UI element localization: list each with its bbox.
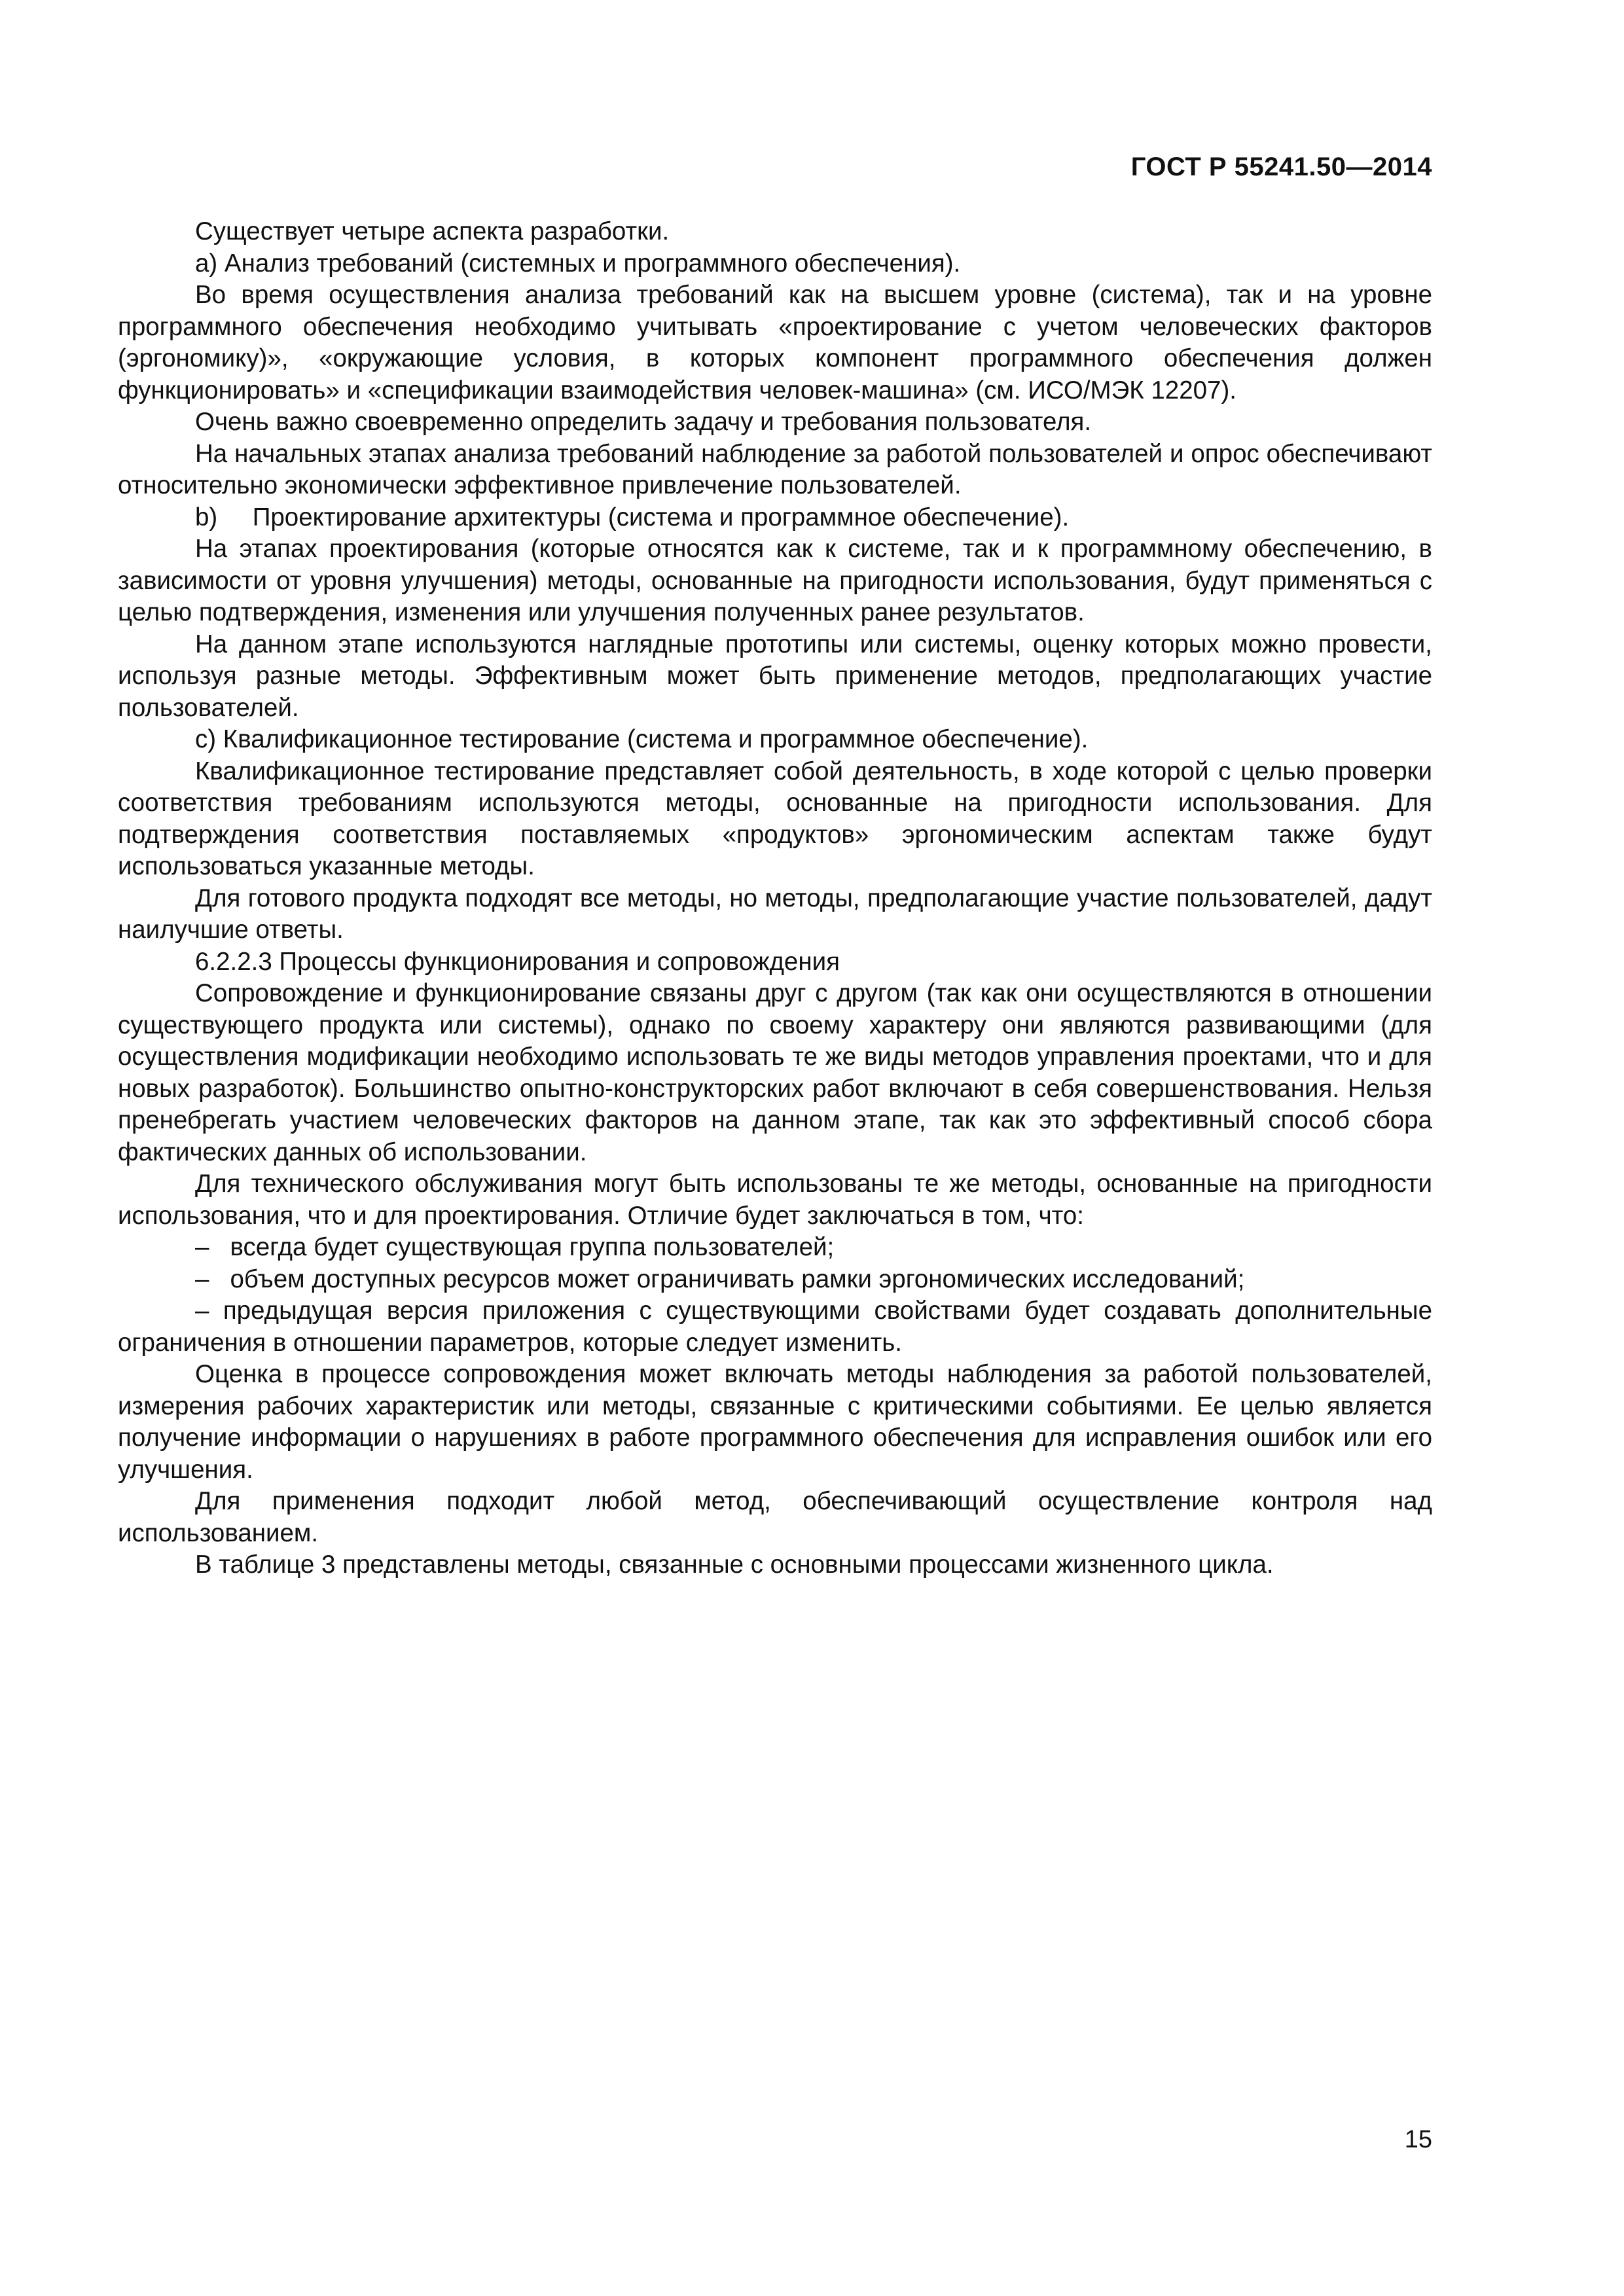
document-body bbox=[118, 216, 1432, 1581]
page-number: 15 bbox=[1404, 2126, 1432, 2153]
paragraph: Очень важно своевременно определить задачу и требования пользователя. bbox=[195, 408, 1092, 436]
paragraph: Для готового продукта подходят все методы, но методы, предполагающие участие пользователей, дадут наилучшие ответы. bbox=[118, 884, 1432, 944]
paragraph: В таблице 3 представлены методы, связанные с основными процессами жизненного цикла. bbox=[195, 1551, 1274, 1579]
bullet-item: – всегда будет существующая группа пользователей; bbox=[195, 1233, 835, 1261]
bullet-item: – предыдущая версия приложения с существующими свойствами будет создавать дополнительные ограничения в отношении параметров, которые следует изменить. bbox=[118, 1297, 1432, 1357]
bullet-item: – объем доступных ресурсов может ограничивать рамки эргономических исследований; bbox=[195, 1265, 1245, 1293]
paragraph: Для применения подходит любой метод, обеспечивающий осуществление контроля над использованием. bbox=[118, 1487, 1432, 1547]
paragraph: Сопровождение и функционирование связаны друг с другом (так как они осуществляются в отношении существующего продукта или системы), однако по своему характеру они являются развивающими (для осуществления модификации необходимо использовать те же виды методов управления проектами, что и для новых разработок). Большинство опытно-конструкторских работ включают в себя совершенствования. Нельзя пренебрегать участием человеческих факторов на данном этапе, так как это эффективный способ сбора фактических данных об использовании. bbox=[118, 979, 1432, 1166]
paragraph: На начальных этапах анализа требований наблюдение за работой пользователей и опрос обеспечивают относительно экономически эффективное привлечение пользователей. bbox=[118, 439, 1432, 499]
paragraph: На этапах проектирования (которые относятся как к системе, так и к программному обеспечению, в зависимости от уровня улучшения) методы, основанные на пригодности использования, будут применяться с целью подтверждения, изменения или улучшения полученных ранее результатов. bbox=[118, 535, 1432, 626]
list-item: с) Квалификационное тестирование (система и программное обеспечение). bbox=[195, 725, 1089, 753]
paragraph: На данном этапе используются наглядные прототипы или системы, оценку которых можно провести, используя разные методы. Эффективным может быть применение методов, предполагающих участие пользователей. bbox=[118, 630, 1432, 722]
section-heading: 6.2.2.3 Процессы функционирования и сопровождения bbox=[195, 947, 840, 976]
document-header: ГОСТ Р 55241.50—2014 bbox=[1130, 152, 1432, 181]
paragraph: Во время осуществления анализа требований как на высшем уровне (система), так и на уровне программного обеспечения необходимо учитывать «проектирование с учетом человеческих факторов (эргономику)», «окружающие условия, в которых компонент программного обеспечения должен функционировать» и «спецификации взаимодействия человек-машина» (см. ИСО/МЭК 12207). bbox=[118, 281, 1432, 404]
paragraph: Существует четыре аспекта разработки. bbox=[195, 217, 670, 245]
paragraph: Квалификационное тестирование представляет собой деятельность, в ходе которой с целью проверки соответствия требованиям используются методы, основанные на пригодности использования. Для подтверждения соответствия поставляемых «продуктов» эргономическим аспектам также будут использоваться указанные методы. bbox=[118, 757, 1432, 880]
list-item: b) Проектирование архитектуры (система и программное обеспечение). bbox=[195, 503, 1070, 531]
paragraph: Оценка в процессе сопровождения может включать методы наблюдения за работой пользователей, измерения рабочих характеристик или методы, связанные с критическими событиями. Ее целью является получение информации о нарушениях в работе программного обеспечения для исправления ошибок или его улучшения. bbox=[118, 1360, 1432, 1484]
list-item: а) Анализ требований (системных и программного обеспечения). bbox=[195, 249, 961, 278]
paragraph: Для технического обслуживания могут быть использованы те же методы, основанные на пригодности использования, что и для проектирования. Отличие будет заключаться в том, что: bbox=[118, 1170, 1432, 1230]
